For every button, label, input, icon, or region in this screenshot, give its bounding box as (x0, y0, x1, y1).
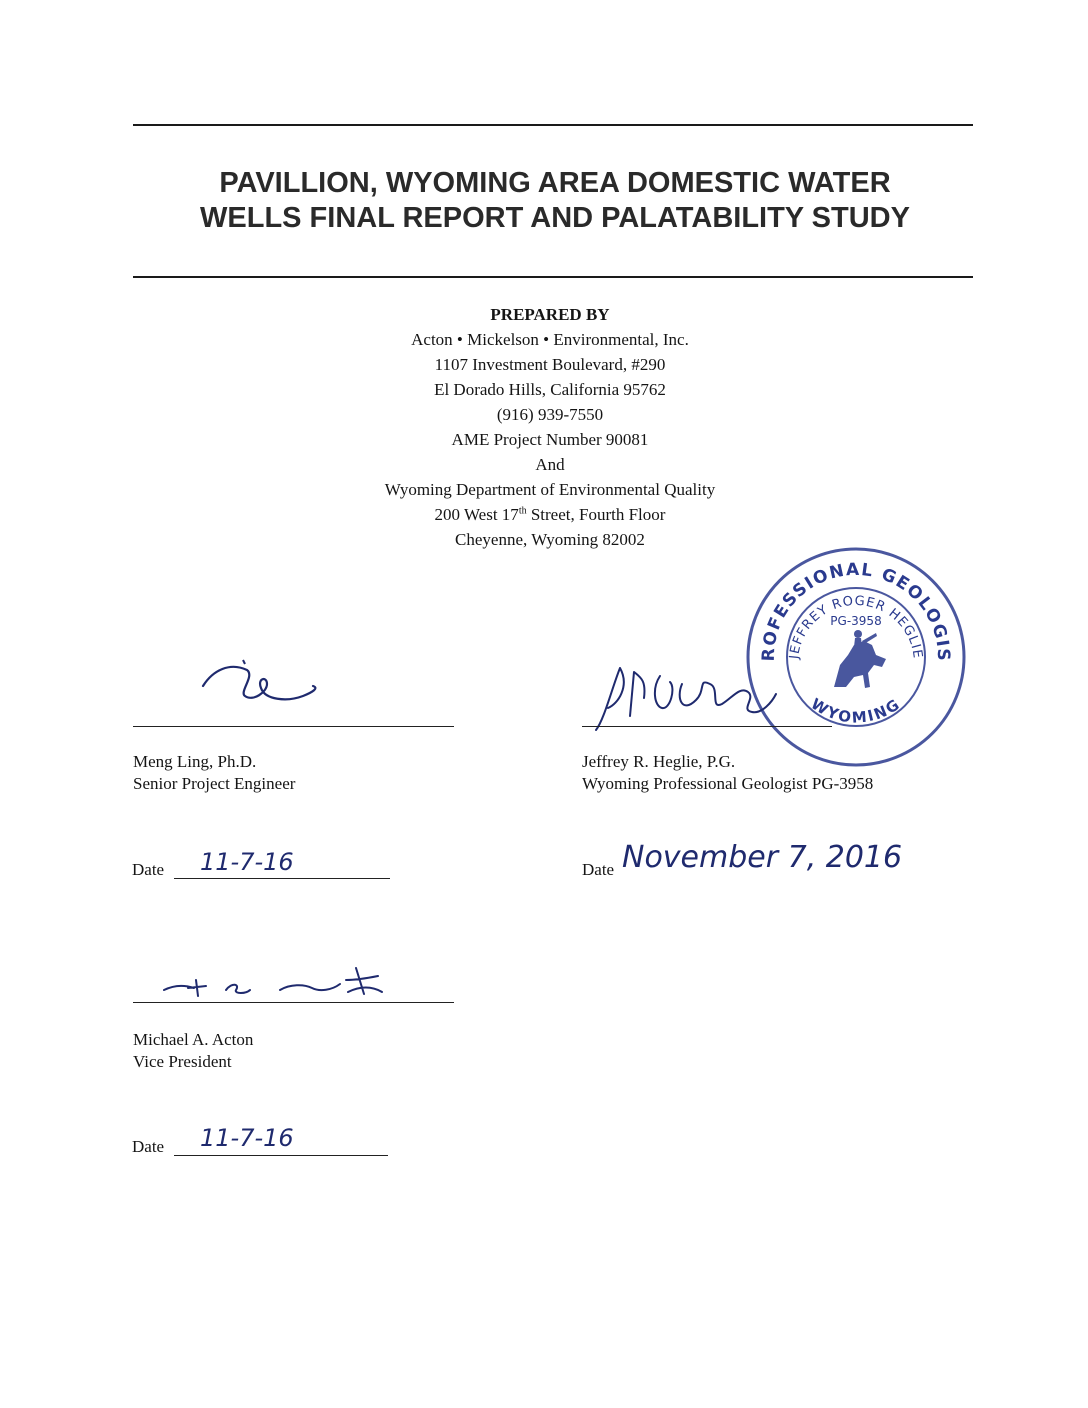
signatory-1-role: Senior Project Engineer (133, 774, 296, 793)
seal-outer-text: PROFESSIONAL GEOLOGIST (729, 522, 954, 663)
agency-name: Wyoming Department of Environmental Quality (384, 480, 716, 499)
signature-line-3 (133, 1002, 454, 1003)
project-number: AME Project Number 90081 (451, 430, 649, 449)
agency-address-sup: th (518, 505, 527, 517)
date-line-1 (174, 878, 390, 879)
agency-address (330, 502, 770, 527)
signature-line-2 (582, 726, 832, 727)
meng-ling-signature (195, 648, 335, 708)
report-title (100, 166, 1010, 236)
svg-text:WYOMING (808, 695, 904, 727)
company-phone: (916) 939-7550 (496, 405, 604, 424)
seal-number: PG-3958 (830, 614, 882, 628)
signatory-3-name: Michael A. Acton (133, 1030, 254, 1049)
date-value-3: 11-7-16 (200, 1124, 294, 1152)
top-rule (133, 124, 973, 126)
signature-line-1 (133, 726, 454, 727)
title-line-1: PAVILLION, WYOMING AREA DOMESTIC WATER (219, 167, 891, 199)
date-line-3 (174, 1155, 388, 1156)
date-label-1: Date (132, 860, 165, 879)
bottom-rule (133, 276, 973, 278)
signatory-1-name: Meng Ling, Ph.D. (133, 752, 257, 771)
and-text: And (535, 455, 565, 474)
prepared-by-block (330, 302, 770, 552)
date-label-2: Date (582, 860, 615, 879)
signatory-3-role: Vice President (133, 1052, 232, 1071)
michael-acton-signature (160, 956, 400, 1006)
company-address-2: El Dorado Hills, California 95762 (434, 380, 666, 399)
date-value-1: 11-7-16 (200, 848, 294, 876)
agency-city: Cheyenne, Wyoming 82002 (455, 530, 645, 549)
prepared-by-heading: PREPARED BY (490, 305, 610, 324)
date-value-2: November 7, 2016 (622, 840, 903, 875)
company-address-1: 1107 Investment Boulevard, #290 (434, 355, 666, 374)
signatory-2-name: Jeffrey R. Heglie, P.G. (582, 752, 736, 771)
company-name: Acton • Mickelson • Environmental, Inc. (411, 330, 689, 349)
seal-bottom-text: WYOMING (807, 694, 905, 727)
bucking-horse-icon (834, 630, 886, 688)
seal-inner-text: JEFFREY ROGER HEGLIE (787, 593, 925, 660)
geologist-seal (729, 522, 976, 777)
signatory-2-role: Wyoming Professional Geologist PG-3958 (582, 774, 874, 793)
date-label-3: Date (132, 1137, 165, 1156)
agency-address-pre: 200 West 17 (434, 505, 519, 524)
agency-address-post: Street, Fourth Floor (526, 505, 666, 524)
title-line-2: WELLS FINAL REPORT AND PALATABILITY STUDY (200, 202, 910, 234)
